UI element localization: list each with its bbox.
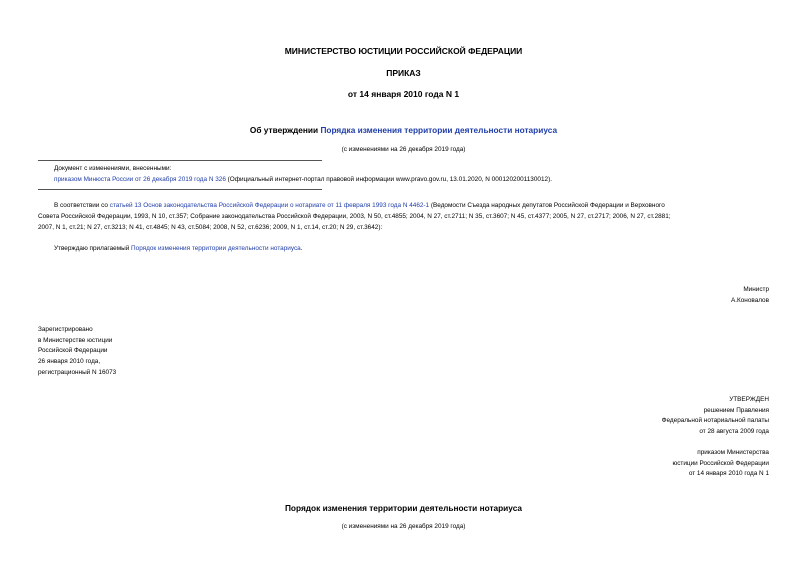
divider-bottom (38, 189, 322, 190)
divider-top (38, 160, 322, 161)
preamble-rest: (Ведомости Съезда народных депутатов Российской Федерации и Верховного (429, 202, 665, 209)
preamble-line-3: 2007, N 1, ст.21; N 27, ст.3213; N 41, ст.4845; N 43, ст.5084; 2008, N 52, ст.6236; 2009, N 1, ст.14, ст.20; N 29, ст.3642): (38, 224, 383, 231)
approved-block (509, 395, 769, 438)
changes-note: (с изменениями на 26 декабря 2019 года) (341, 146, 466, 153)
amendment-link[interactable]: приказом Минюста России от 26 декабря 2019 года N 326 (54, 176, 226, 183)
law-link[interactable]: статьей 13 Основ законодательства Российской Федерации о нотариате от 11 февраля 1993 года N 4462-1 (109, 202, 430, 209)
title-link[interactable]: Порядка изменения территории деятельности нотариуса (320, 125, 558, 135)
registration-line: Российской Федерации (38, 347, 108, 355)
registration-line: 26 января 2010 года, (38, 358, 101, 366)
approved-order-block (509, 448, 769, 480)
amendments-line (54, 175, 794, 186)
signature-name: А.Коновалов (730, 297, 769, 304)
approved-order-line: приказом Министерства (697, 449, 769, 456)
preamble-line-2: Совета Российской Федерации, 1993, N 10, ст.357; Собрание законодательства Российской Федерации, 2003, N 50, ст.4855; 2004, N 27, ст.2711; N 35, ст.3607; N 45, ст.4377; 2005, N 27, ст.2717; 2006, N 27, ст.2881; (38, 213, 671, 220)
approved-line: решением Правления (703, 406, 769, 414)
preamble-line-1 (54, 201, 774, 212)
registration-line: регистрационный N 16073 (38, 368, 117, 376)
document-date-number: от 14 января 2010 года N 1 (347, 89, 460, 99)
amendment-source: (Официальный интернет-портал правовой информации www.pravo.gov.ru, 13.01.2020, N 0001202001130012). (225, 176, 552, 183)
preamble-start: В соответствии со (54, 202, 110, 209)
registration-block (38, 325, 238, 379)
approved-order-line: юстиции Российской Федерации (672, 459, 769, 467)
registration-line: в Министерстве юстиции (38, 336, 113, 344)
approved-line: Федеральной нотариальной палаты (661, 417, 769, 425)
approved-order-line: от 14 января 2010 года N 1 (688, 470, 769, 478)
approval-end: . (300, 245, 303, 252)
annex-changes-note: (с изменениями на 26 декабря 2019 года) (341, 523, 466, 530)
amendments-intro: Документ с изменениями, внесенными: (54, 165, 172, 172)
approval-statement (54, 244, 774, 255)
annex-title: Порядок изменения территории деятельности нотариуса (284, 503, 523, 513)
signature-position: Министр (743, 286, 769, 293)
procedure-link[interactable]: Порядок изменения территории деятельности нотариуса (131, 245, 301, 252)
ministry-heading: МИНИСТЕРСТВО ЮСТИЦИИ РОССИЙСКОЙ ФЕДЕРАЦИИ (284, 46, 523, 56)
approved-line: от 28 августа 2009 года (699, 428, 769, 436)
approved-line: УТВЕРЖДЕН (729, 396, 769, 403)
registration-line: Зарегистрировано (38, 326, 93, 333)
title-prefix: Об утверждении (249, 125, 321, 135)
approval-start: Утверждаю прилагаемый (54, 245, 132, 252)
document-type: ПРИКАЗ (386, 68, 421, 78)
document-title (0, 125, 807, 135)
